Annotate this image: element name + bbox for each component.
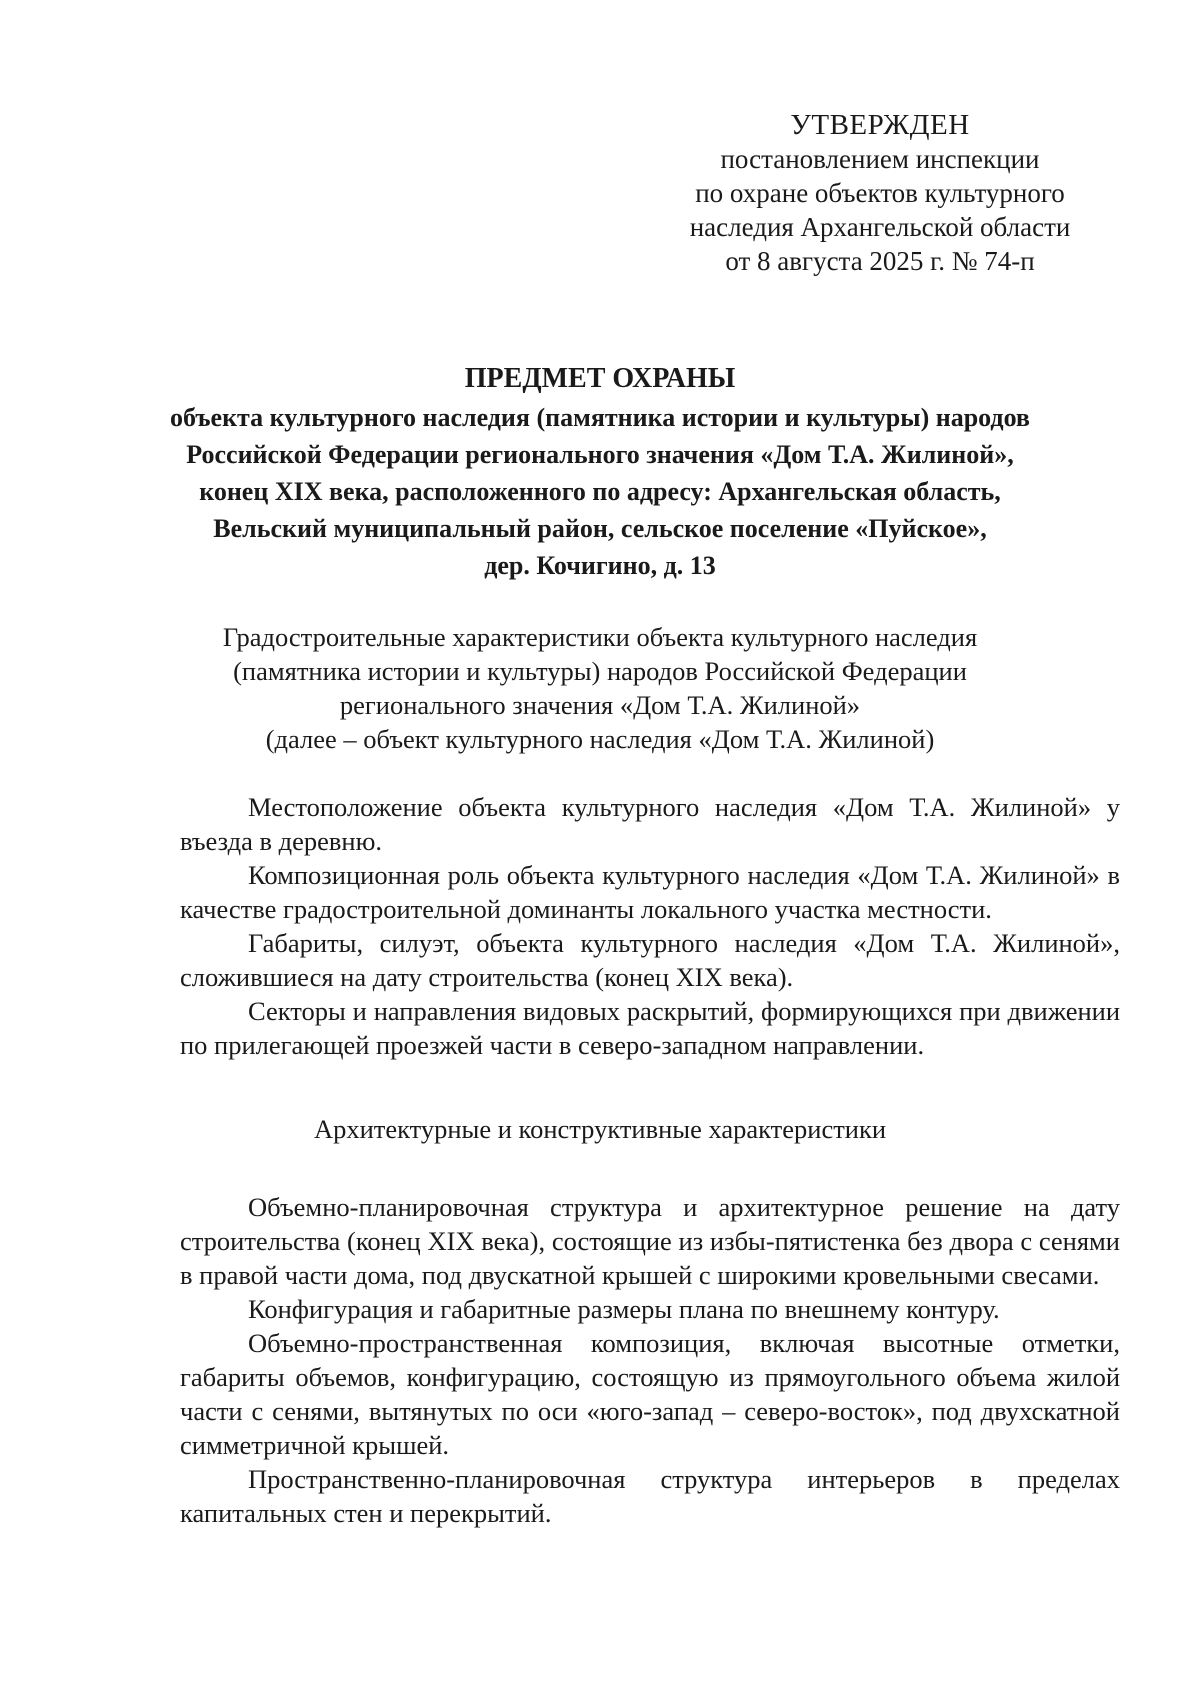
paragraph: Объемно-пространственная композиция, включая высотные отметки, габариты объемов, конфигурацию, состоящую из прямоугольного объема жилой части с сенями, вытянутых по оси «юго-запад – северо-восток», под двухскатной симметричной крышей. <box>180 1328 1120 1460</box>
section-heading-line: регионального значения «Дом Т.А. Жилиной» <box>339 690 861 720</box>
paragraph: Габариты, силуэт, объекта культурного наследия «Дом Т.А. Жилиной», сложившиеся на дату строительства (конец XIX века). <box>180 928 1120 992</box>
approval-line: наследия Архангельской области <box>689 212 1071 242</box>
title-line: объекта культурного наследия (памятника истории и культуры) народов <box>170 403 1030 432</box>
paragraph: Композиционная роль объекта культурного наследия «Дом Т.А. Жилиной» в качестве градостроительной доминанты локального участка местности. <box>180 860 1120 924</box>
approval-stamp-block <box>660 108 1100 278</box>
section-body-architecture <box>180 1190 1120 1530</box>
paragraph: Конфигурация и габаритные размеры плана по внешнему контуру. <box>248 1294 1000 1324</box>
section-heading-line: (памятника истории и культуры) народов Российской Федерации <box>233 656 967 686</box>
title-line: Вельский муниципальный район, сельское поселение «Пуйское», <box>213 514 987 543</box>
section-heading-line: Архитектурные и конструктивные характеристики <box>313 1114 887 1144</box>
paragraph: Объемно-планировочная структура и архитектурное решение на дату строительства (конец XIX века), состоящие из избы-пятистенка без двора с сенями в правой части дома, под двускатной крышей с широкими кровельными свесами. <box>180 1192 1120 1290</box>
paragraph: Секторы и направления видовых раскрытий, формирующихся при движении по прилегающей проезжей части в северо-западном направлении. <box>180 996 1120 1060</box>
title-line: Российской Федерации регионального значения «Дом Т.А. Жилиной», <box>186 440 1014 469</box>
paragraph: Местоположение объекта культурного наследия «Дом Т.А. Жилиной» у въезда в деревню. <box>180 792 1120 856</box>
document-title-block <box>150 360 1050 584</box>
title-line: конец XIX века, расположенного по адресу: Архангельская область, <box>199 477 1001 506</box>
approval-heading: УТВЕРЖДЕН <box>790 109 970 141</box>
section-heading-urban <box>150 620 1050 756</box>
section-heading-line: (далее – объект культурного наследия «Дом Т.А. Жилиной) <box>265 724 935 754</box>
approval-line: по охране объектов культурного <box>695 178 1065 208</box>
document-title: ПРЕДМЕТ ОХРАНЫ <box>464 363 736 394</box>
approval-line: постановлением инспекции <box>720 144 1040 174</box>
title-line: дер. Кочигино, д. 13 <box>484 551 716 580</box>
section-heading-architecture <box>150 1112 1050 1146</box>
section-heading-line: Градостроительные характеристики объекта культурного наследия <box>222 622 978 652</box>
paragraph: Пространственно-планировочная структура интерьеров в пределах капитальных стен и перекрытий. <box>180 1464 1120 1528</box>
approval-date-number: от 8 августа 2025 г. № 74-п <box>725 246 1035 276</box>
section-body-urban <box>180 790 1120 1062</box>
